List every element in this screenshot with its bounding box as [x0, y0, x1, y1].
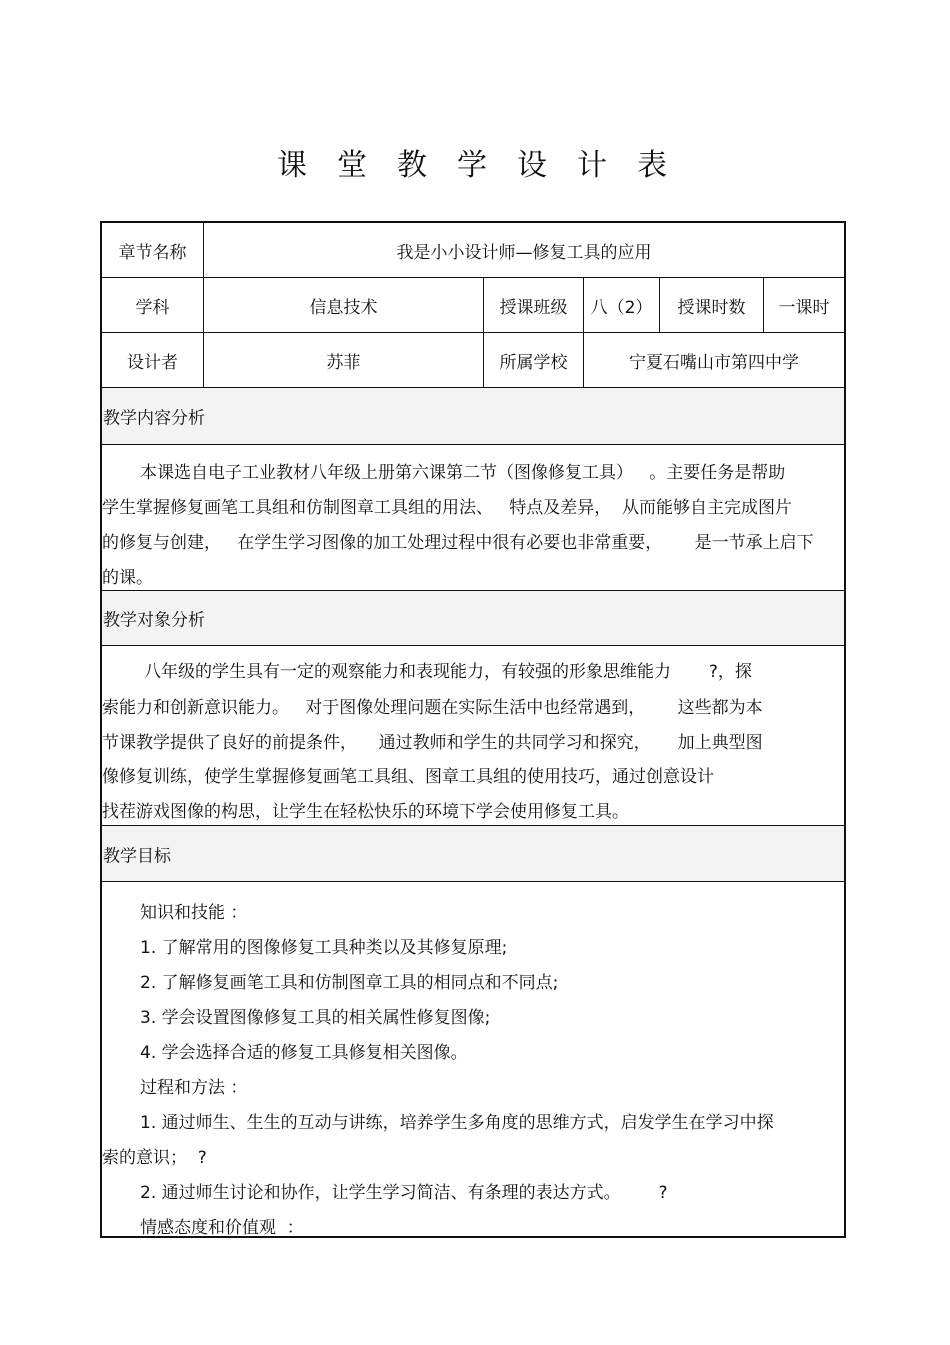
- designer-label: 设计者: [127, 352, 178, 373]
- designer-value: 苏菲: [326, 352, 361, 373]
- emotion-heading: 情感态度和价值观 ：: [140, 1218, 304, 1238]
- process-item: 1. 通过师生、生生的互动与讲练，培养学生多角度的思维方式，启发学生在学习中探: [140, 1113, 774, 1133]
- text-line: 学生掌握修复画笔工具组和仿制图章工具组的用法、 特点及差异， 从而能够自主完成图片: [102, 498, 793, 518]
- text-line: 本课选自电子工业教材八年级上册第六课第二节（图像修复工具） 。主要任务是帮助: [140, 463, 786, 483]
- text-line: 找茬游戏图像的构思，让学生在轻松快乐的环境下学会使用修复工具。: [102, 802, 629, 822]
- knowledge-item: 1. 了解常用的图像修复工具种类以及其修复原理;: [140, 938, 508, 958]
- process-heading: 过程和方法 ：: [140, 1078, 248, 1098]
- objectives-heading: 教学目标: [103, 846, 171, 866]
- hours-value: 一课时: [778, 297, 830, 318]
- hours-label: 授课时数: [677, 297, 746, 318]
- student-analysis-header: [102, 591, 844, 645]
- text-line: 八年级的学生具有一定的观察能力和表现能力，有较强的形象思维能力 ?，探: [144, 662, 752, 682]
- process-item: 2. 通过师生讨论和协作，让学生学习简洁、有条理的表达方式。 ?: [140, 1183, 668, 1203]
- content-analysis-heading: 教学内容分析: [103, 408, 205, 429]
- school-label: 所属学校: [499, 352, 568, 373]
- text-line: 的修复与创建， 在学生学习图像的加工处理过程中很有必要也非常重要， 是一节承上启下: [102, 533, 814, 553]
- content-analysis-text: [102, 445, 844, 590]
- content-analysis-header: [102, 388, 844, 444]
- page-title: 课堂教学设计表: [277, 148, 697, 183]
- student-analysis-text: [102, 646, 844, 825]
- knowledge-item: 2. 了解修复画笔工具和仿制图章工具的相同点和不同点;: [140, 973, 559, 993]
- process-item-continued: 索的意识； ?: [102, 1148, 207, 1168]
- student-analysis-heading: 教学对象分析: [103, 610, 205, 631]
- class-label: 授课班级: [499, 297, 568, 318]
- school-value: 宁夏石嘴山市第四中学: [629, 352, 799, 373]
- objectives-text: [102, 882, 844, 1236]
- chapter-label: 章节名称: [118, 242, 187, 263]
- chapter-value: 我是小小设计师—修复工具的应用: [396, 242, 652, 263]
- text-line: 像修复训练，使学生掌握修复画笔工具组、图章工具组的使用技巧，通过创意设计: [102, 767, 714, 787]
- subject-value: 信息技术: [309, 297, 378, 318]
- knowledge-item: 3. 学会设置图像修复工具的相关属性修复图像;: [140, 1008, 491, 1028]
- text-line: 的课。: [102, 568, 153, 588]
- objectives-header: [102, 826, 844, 881]
- text-line: 节课教学提供了良好的前提条件， 通过教师和学生的共同学习和探究， 加上典型图: [102, 733, 763, 753]
- class-value: 八（2）: [590, 297, 653, 318]
- subject-label: 学科: [135, 297, 170, 318]
- knowledge-heading: 知识和技能 ：: [140, 903, 248, 923]
- text-line: 索能力和创新意识能力。 对于图像处理问题在实际生活中也经常遇到， 这些都为本: [102, 698, 763, 718]
- knowledge-item: 4. 学会选择合适的修复工具修复相关图像。: [140, 1043, 468, 1063]
